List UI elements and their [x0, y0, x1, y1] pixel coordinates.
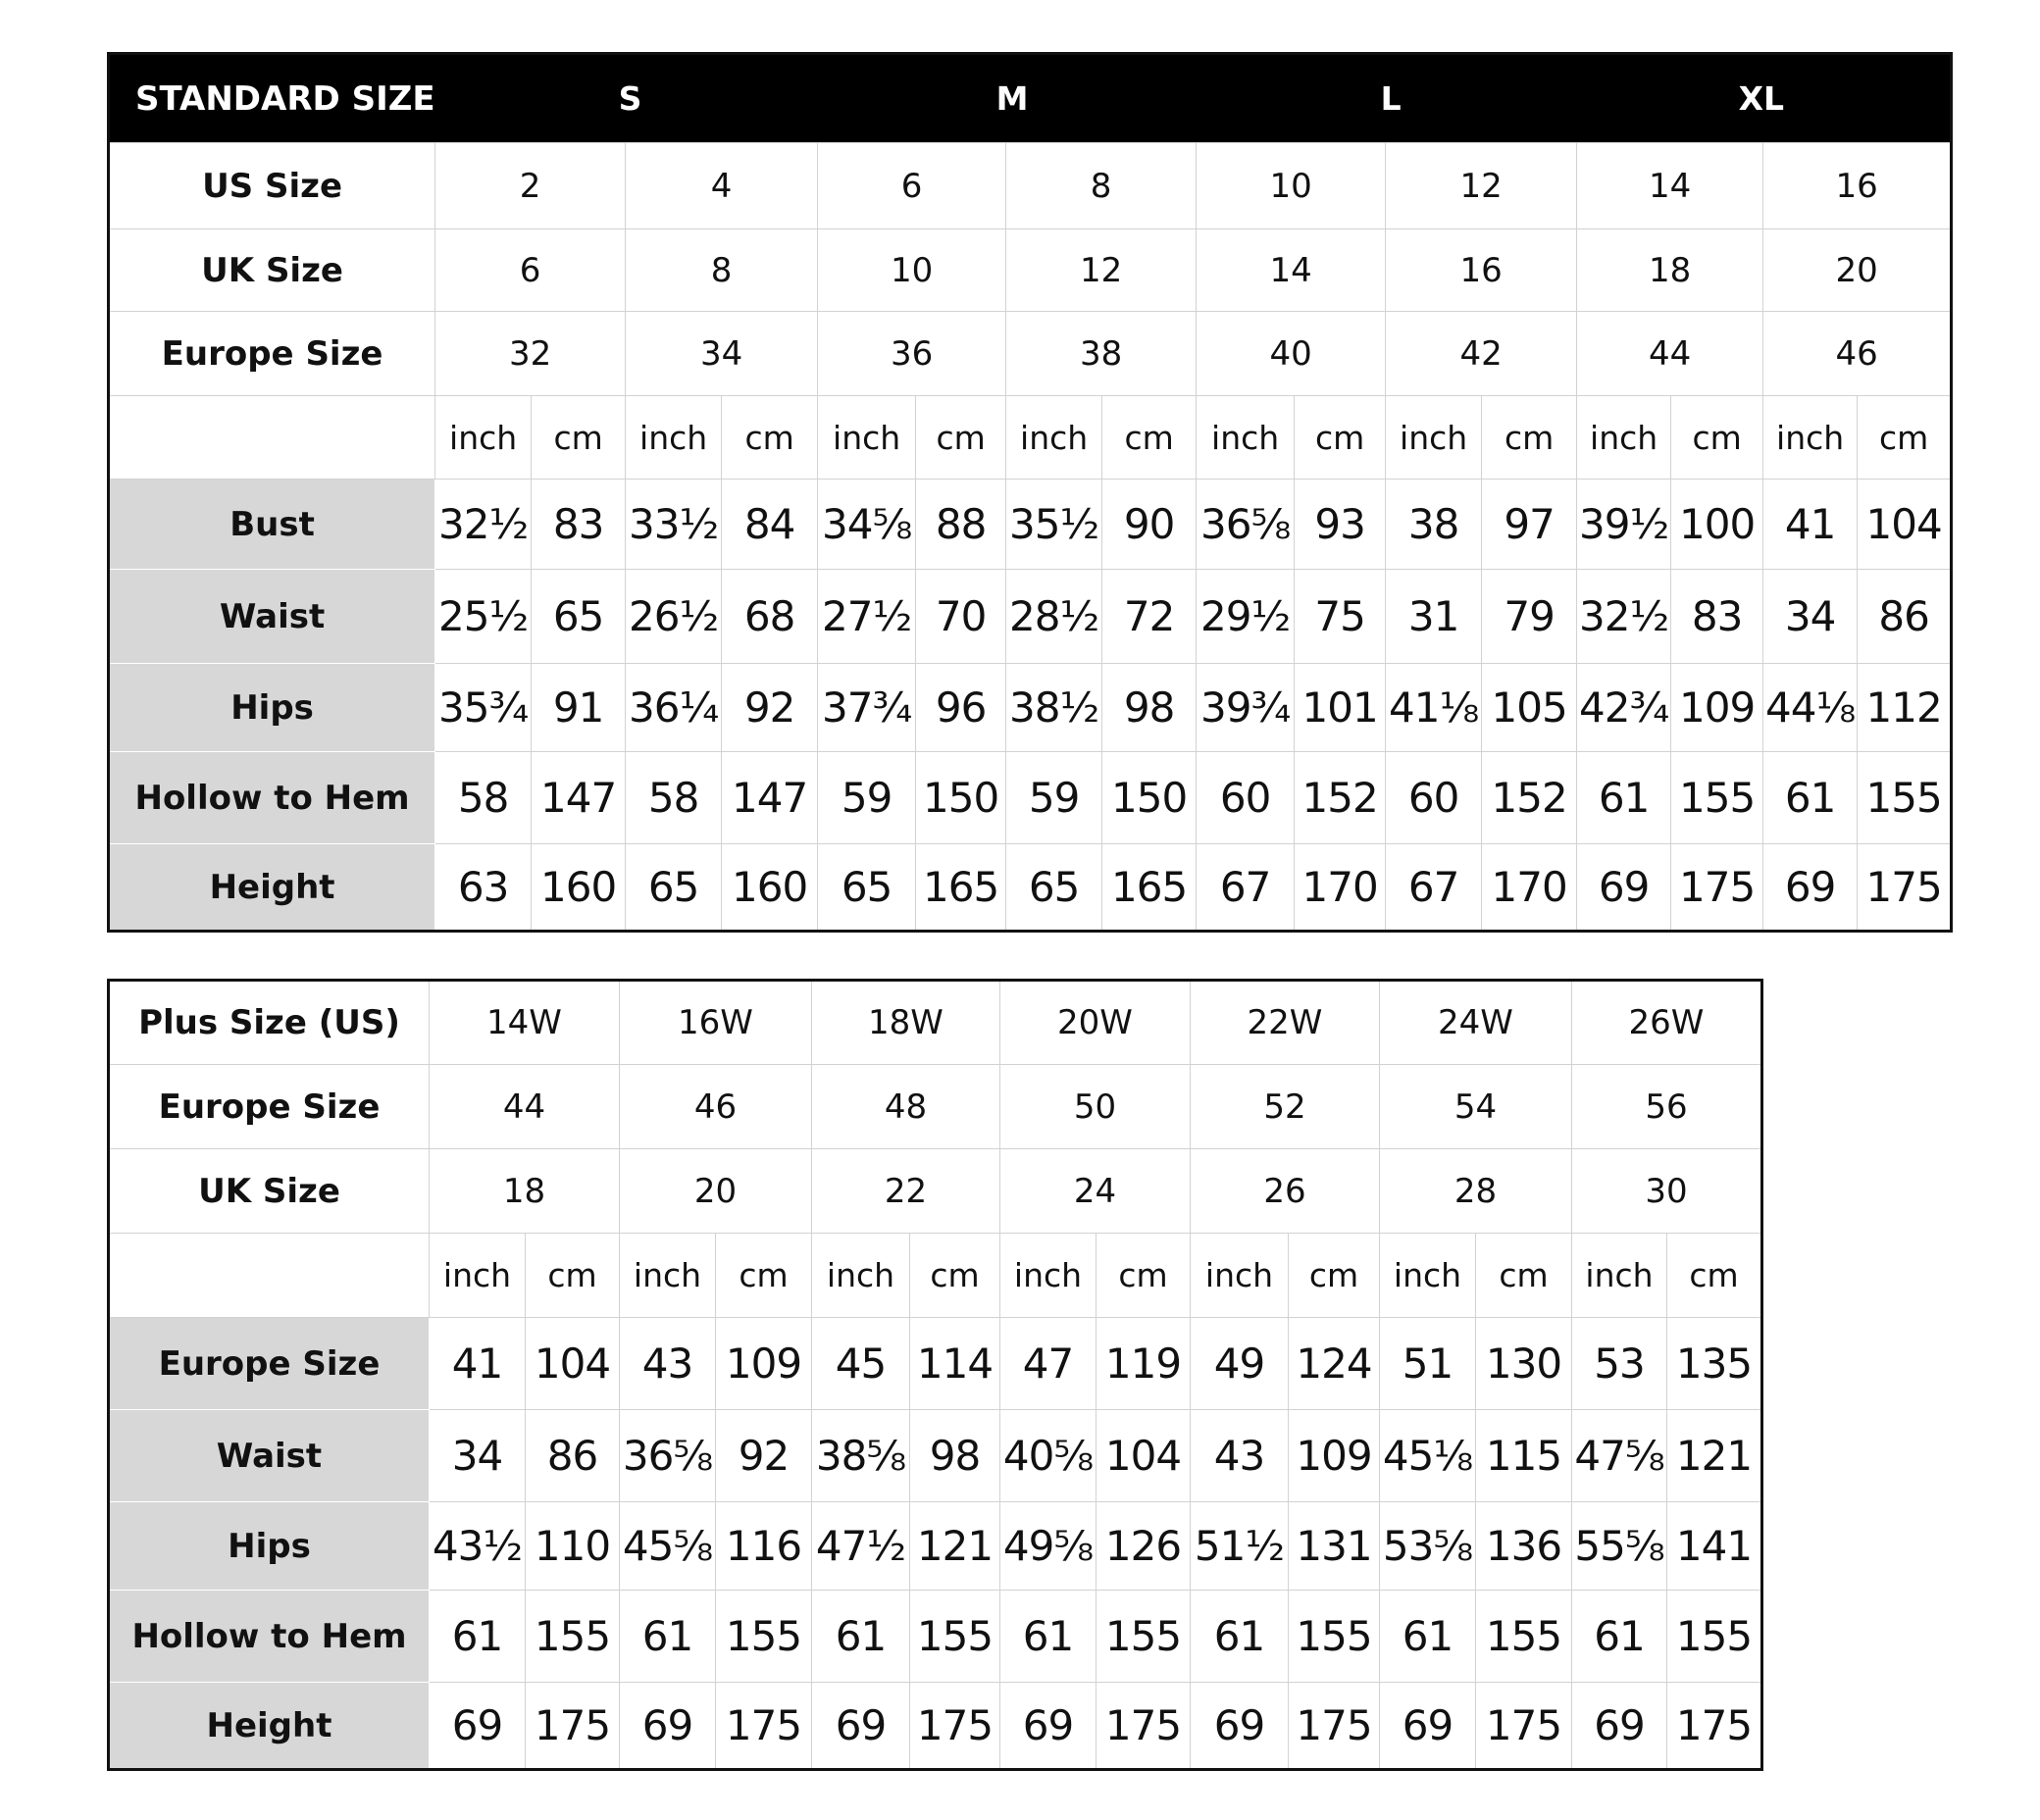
measurement-value: 41⅛: [1386, 664, 1482, 752]
unit-label: cm: [1476, 1234, 1572, 1318]
measurement-value: 34: [430, 1410, 526, 1502]
standard-size-title: STANDARD SIZE: [109, 54, 435, 143]
measurement-value: 41: [1763, 480, 1858, 570]
plus-size-row: [109, 1149, 1762, 1234]
size-value: 34: [626, 312, 818, 396]
size-group-m: M: [818, 54, 1197, 143]
measurement-value: 136: [1476, 1502, 1572, 1591]
measurement-value: 38½: [1006, 664, 1102, 752]
unit-label: cm: [1096, 1234, 1191, 1318]
plus-measure-row: [109, 1502, 1762, 1591]
measurement-label: Hollow to Hem: [109, 752, 435, 844]
measurement-value: 114: [910, 1318, 1000, 1410]
measurement-value: 175: [716, 1683, 812, 1770]
unit-label: inch: [435, 396, 532, 480]
size-value: 8: [1006, 143, 1197, 229]
plus-size-table: [107, 979, 1763, 1771]
unit-label: cm: [722, 396, 818, 480]
measurement-value: 32½: [1577, 570, 1671, 664]
measurement-value: 43: [1191, 1410, 1289, 1502]
unit-label: inch: [1191, 1234, 1289, 1318]
measurement-value: 25½: [435, 570, 532, 664]
measurement-value: 42¾: [1577, 664, 1671, 752]
measurement-value: 104: [1096, 1410, 1191, 1502]
measurement-value: 175: [1858, 844, 1952, 932]
measurement-value: 68: [722, 570, 818, 664]
size-value: 40: [1197, 312, 1386, 396]
measurement-value: 27½: [818, 570, 916, 664]
measurement-value: 90: [1102, 480, 1197, 570]
measurement-value: 130: [1476, 1318, 1572, 1410]
unit-label: cm: [1858, 396, 1952, 480]
unit-label: inch: [812, 1234, 910, 1318]
size-value: 10: [818, 229, 1006, 312]
measurement-value: 38⅝: [812, 1410, 910, 1502]
measurement-value: 61: [1000, 1591, 1096, 1683]
measurement-value: 116: [716, 1502, 812, 1591]
unit-label: inch: [1380, 1234, 1476, 1318]
measurement-value: 131: [1289, 1502, 1380, 1591]
measurement-value: 37¾: [818, 664, 916, 752]
measurement-label: Height: [109, 1683, 430, 1770]
size-group-l: L: [1197, 54, 1577, 143]
size-value: 22: [812, 1149, 1000, 1234]
measurement-value: 65: [1006, 844, 1102, 932]
standard-size-row: [109, 143, 1952, 229]
measurement-value: 67: [1386, 844, 1482, 932]
measurement-value: 60: [1386, 752, 1482, 844]
size-value: 36: [818, 312, 1006, 396]
measurement-value: 175: [1476, 1683, 1572, 1770]
measurement-value: 26½: [626, 570, 722, 664]
measurement-label: Hollow to Hem: [109, 1591, 430, 1683]
measurement-value: 115: [1476, 1410, 1572, 1502]
measurement-value: 38: [1386, 480, 1482, 570]
measurement-value: 59: [1006, 752, 1102, 844]
measurement-value: 155: [910, 1591, 1000, 1683]
size-value: 44: [430, 1065, 620, 1149]
measurement-value: 36⅝: [620, 1410, 716, 1502]
size-value: 26W: [1572, 981, 1762, 1065]
measurement-value: 51½: [1191, 1502, 1289, 1591]
measurement-value: 29½: [1197, 570, 1295, 664]
measurement-value: 53: [1572, 1318, 1667, 1410]
measurement-value: 61: [1763, 752, 1858, 844]
plus-measure-row: [109, 1410, 1762, 1502]
measurement-value: 39¾: [1197, 664, 1295, 752]
row-label: Europe Size: [109, 312, 435, 396]
size-value: 44: [1577, 312, 1763, 396]
unit-label: cm: [916, 396, 1006, 480]
measurement-value: 147: [722, 752, 818, 844]
measurement-label: Waist: [109, 1410, 430, 1502]
size-value: 26: [1191, 1149, 1380, 1234]
size-value: 16W: [620, 981, 812, 1065]
size-value: 54: [1380, 1065, 1572, 1149]
size-value: 18: [1577, 229, 1763, 312]
unit-label: inch: [430, 1234, 526, 1318]
size-value: 10: [1197, 143, 1386, 229]
measurement-value: 35¾: [435, 664, 532, 752]
size-group-xl: XL: [1577, 54, 1952, 143]
standard-measure-row: [109, 480, 1952, 570]
measurement-value: 121: [1667, 1410, 1762, 1502]
plus-size-row: [109, 1065, 1762, 1149]
measurement-value: 155: [716, 1591, 812, 1683]
measurement-value: 83: [1671, 570, 1763, 664]
measurement-value: 47½: [812, 1502, 910, 1591]
row-label: Europe Size: [109, 1065, 430, 1149]
measurement-value: 155: [526, 1591, 620, 1683]
standard-size-table: [107, 52, 1953, 933]
measurement-value: 63: [435, 844, 532, 932]
size-value: 12: [1006, 229, 1197, 312]
measurement-value: 60: [1197, 752, 1295, 844]
measurement-value: 36¼: [626, 664, 722, 752]
measurement-value: 43½: [430, 1502, 526, 1591]
measurement-value: 98: [910, 1410, 1000, 1502]
size-value: 14: [1577, 143, 1763, 229]
measurement-value: 49⅝: [1000, 1502, 1096, 1591]
measurement-value: 72: [1102, 570, 1197, 664]
row-label: UK Size: [109, 229, 435, 312]
plus-measure-row: [109, 1591, 1762, 1683]
size-value: 18: [430, 1149, 620, 1234]
measurement-value: 155: [1096, 1591, 1191, 1683]
measurement-value: 65: [818, 844, 916, 932]
measurement-value: 55⅝: [1572, 1502, 1667, 1591]
measurement-value: 53⅝: [1380, 1502, 1476, 1591]
measurement-value: 104: [526, 1318, 620, 1410]
measurement-value: 92: [716, 1410, 812, 1502]
unit-label: cm: [1671, 396, 1763, 480]
size-value: 6: [818, 143, 1006, 229]
measurement-value: 75: [1295, 570, 1386, 664]
standard-measure-row: [109, 752, 1952, 844]
size-group-s: S: [435, 54, 818, 143]
measurement-value: 165: [916, 844, 1006, 932]
measurement-value: 65: [532, 570, 626, 664]
measurement-value: 175: [1667, 1683, 1762, 1770]
measurement-value: 61: [430, 1591, 526, 1683]
measurement-value: 43: [620, 1318, 716, 1410]
unit-label: cm: [532, 396, 626, 480]
size-value: 14W: [430, 981, 620, 1065]
unit-label: cm: [1295, 396, 1386, 480]
measurement-value: 67: [1197, 844, 1295, 932]
unit-label: inch: [818, 396, 916, 480]
measurement-value: 69: [1191, 1683, 1289, 1770]
measurement-value: 47⅝: [1572, 1410, 1667, 1502]
measurement-value: 124: [1289, 1318, 1380, 1410]
measurement-value: 34: [1763, 570, 1858, 664]
row-label: UK Size: [109, 1149, 430, 1234]
measurement-value: 49: [1191, 1318, 1289, 1410]
size-value: 16: [1763, 143, 1952, 229]
measurement-value: 58: [626, 752, 722, 844]
measurement-value: 28½: [1006, 570, 1102, 664]
measurement-value: 150: [1102, 752, 1197, 844]
size-value: 46: [620, 1065, 812, 1149]
measurement-value: 33½: [626, 480, 722, 570]
measurement-value: 109: [1671, 664, 1763, 752]
measurement-value: 175: [910, 1683, 1000, 1770]
plus-size-row: [109, 981, 1762, 1065]
unit-label: cm: [1289, 1234, 1380, 1318]
unit-label: inch: [1572, 1234, 1667, 1318]
measurement-value: 155: [1289, 1591, 1380, 1683]
measurement-value: 61: [1191, 1591, 1289, 1683]
unit-label: inch: [1006, 396, 1102, 480]
measurement-value: 69: [1380, 1683, 1476, 1770]
measurement-value: 160: [532, 844, 626, 932]
size-value: 20W: [1000, 981, 1191, 1065]
measurement-value: 79: [1482, 570, 1577, 664]
unit-label: inch: [620, 1234, 716, 1318]
size-value: 16: [1386, 229, 1577, 312]
size-value: 46: [1763, 312, 1952, 396]
measurement-value: 104: [1858, 480, 1952, 570]
measurement-value: 155: [1858, 752, 1952, 844]
measurement-value: 100: [1671, 480, 1763, 570]
unit-row-blank: [109, 1234, 430, 1318]
size-value: 2: [435, 143, 626, 229]
measurement-value: 170: [1295, 844, 1386, 932]
measurement-value: 175: [1671, 844, 1763, 932]
size-value: 52: [1191, 1065, 1380, 1149]
unit-label: cm: [910, 1234, 1000, 1318]
unit-label: cm: [526, 1234, 620, 1318]
measurement-value: 69: [1763, 844, 1858, 932]
unit-label: cm: [1667, 1234, 1762, 1318]
size-value: 24W: [1380, 981, 1572, 1065]
plus-unit-row: [109, 1234, 1762, 1318]
measurement-label: Height: [109, 844, 435, 932]
measurement-value: 88: [916, 480, 1006, 570]
measurement-value: 119: [1096, 1318, 1191, 1410]
measurement-value: 69: [1577, 844, 1671, 932]
measurement-value: 112: [1858, 664, 1952, 752]
unit-label: cm: [716, 1234, 812, 1318]
measurement-value: 59: [818, 752, 916, 844]
size-value: 28: [1380, 1149, 1572, 1234]
unit-label: cm: [1102, 396, 1197, 480]
measurement-value: 86: [526, 1410, 620, 1502]
standard-measure-row: [109, 570, 1952, 664]
measurement-value: 98: [1102, 664, 1197, 752]
measurement-value: 141: [1667, 1502, 1762, 1591]
measurement-value: 61: [1380, 1591, 1476, 1683]
measurement-value: 86: [1858, 570, 1952, 664]
measurement-value: 69: [620, 1683, 716, 1770]
size-value: 20: [620, 1149, 812, 1234]
unit-label: inch: [1197, 396, 1295, 480]
measurement-value: 31: [1386, 570, 1482, 664]
unit-label: cm: [1482, 396, 1577, 480]
measurement-value: 170: [1482, 844, 1577, 932]
measurement-label: Bust: [109, 480, 435, 570]
measurement-value: 152: [1295, 752, 1386, 844]
measurement-label: Hips: [109, 664, 435, 752]
size-value: 56: [1572, 1065, 1762, 1149]
measurement-value: 160: [722, 844, 818, 932]
measurement-value: 39½: [1577, 480, 1671, 570]
size-value: 32: [435, 312, 626, 396]
size-value: 22W: [1191, 981, 1380, 1065]
measurement-value: 84: [722, 480, 818, 570]
measurement-value: 61: [1577, 752, 1671, 844]
measurement-value: 69: [1000, 1683, 1096, 1770]
measurement-value: 41: [430, 1318, 526, 1410]
size-value: 12: [1386, 143, 1577, 229]
size-value: 14: [1197, 229, 1386, 312]
standard-unit-row: [109, 396, 1952, 480]
row-label: US Size: [109, 143, 435, 229]
measurement-value: 175: [526, 1683, 620, 1770]
measurement-value: 135: [1667, 1318, 1762, 1410]
measurement-value: 32½: [435, 480, 532, 570]
measurement-value: 109: [1289, 1410, 1380, 1502]
measurement-value: 92: [722, 664, 818, 752]
measurement-value: 152: [1482, 752, 1577, 844]
measurement-value: 51: [1380, 1318, 1476, 1410]
measurement-value: 150: [916, 752, 1006, 844]
size-value: 42: [1386, 312, 1577, 396]
measurement-value: 69: [812, 1683, 910, 1770]
measurement-value: 175: [1096, 1683, 1191, 1770]
plus-measure-row: [109, 1683, 1762, 1770]
measurement-value: 58: [435, 752, 532, 844]
measurement-value: 61: [812, 1591, 910, 1683]
size-value: 38: [1006, 312, 1197, 396]
measurement-value: 121: [910, 1502, 1000, 1591]
measurement-value: 44⅛: [1763, 664, 1858, 752]
measurement-value: 110: [526, 1502, 620, 1591]
size-value: 50: [1000, 1065, 1191, 1149]
size-value: 8: [626, 229, 818, 312]
standard-size-row: [109, 229, 1952, 312]
measurement-value: 69: [1572, 1683, 1667, 1770]
measurement-value: 69: [430, 1683, 526, 1770]
measurement-value: 45⅛: [1380, 1410, 1476, 1502]
measurement-value: 147: [532, 752, 626, 844]
unit-label: inch: [1577, 396, 1671, 480]
measurement-value: 155: [1476, 1591, 1572, 1683]
measurement-value: 91: [532, 664, 626, 752]
standard-measure-row: [109, 844, 1952, 932]
measurement-value: 83: [532, 480, 626, 570]
measurement-label: Waist: [109, 570, 435, 664]
unit-label: inch: [1763, 396, 1858, 480]
standard-header-row: [109, 54, 1952, 143]
measurement-value: 109: [716, 1318, 812, 1410]
measurement-value: 96: [916, 664, 1006, 752]
size-value: 20: [1763, 229, 1952, 312]
measurement-value: 97: [1482, 480, 1577, 570]
measurement-value: 45⅝: [620, 1502, 716, 1591]
unit-label: inch: [1000, 1234, 1096, 1318]
measurement-value: 70: [916, 570, 1006, 664]
measurement-value: 155: [1667, 1591, 1762, 1683]
size-value: 24: [1000, 1149, 1191, 1234]
size-value: 18W: [812, 981, 1000, 1065]
standard-measure-row: [109, 664, 1952, 752]
row-label: Plus Size (US): [109, 981, 430, 1065]
unit-label: inch: [1386, 396, 1482, 480]
measurement-value: 165: [1102, 844, 1197, 932]
measurement-value: 101: [1295, 664, 1386, 752]
size-value: 6: [435, 229, 626, 312]
plus-measure-row: [109, 1318, 1762, 1410]
measurement-value: 45: [812, 1318, 910, 1410]
size-value: 4: [626, 143, 818, 229]
measurement-value: 61: [620, 1591, 716, 1683]
standard-size-row: [109, 312, 1952, 396]
measurement-value: 175: [1289, 1683, 1380, 1770]
measurement-value: 65: [626, 844, 722, 932]
measurement-value: 35½: [1006, 480, 1102, 570]
size-value: 30: [1572, 1149, 1762, 1234]
measurement-value: 105: [1482, 664, 1577, 752]
unit-row-blank: [109, 396, 435, 480]
measurement-value: 126: [1096, 1502, 1191, 1591]
measurement-value: 40⅝: [1000, 1410, 1096, 1502]
size-value: 48: [812, 1065, 1000, 1149]
measurement-value: 34⅝: [818, 480, 916, 570]
measurement-label: Hips: [109, 1502, 430, 1591]
measurement-value: 61: [1572, 1591, 1667, 1683]
unit-label: inch: [626, 396, 722, 480]
measurement-label: Europe Size: [109, 1318, 430, 1410]
measurement-value: 47: [1000, 1318, 1096, 1410]
measurement-value: 93: [1295, 480, 1386, 570]
measurement-value: 155: [1671, 752, 1763, 844]
measurement-value: 36⅝: [1197, 480, 1295, 570]
